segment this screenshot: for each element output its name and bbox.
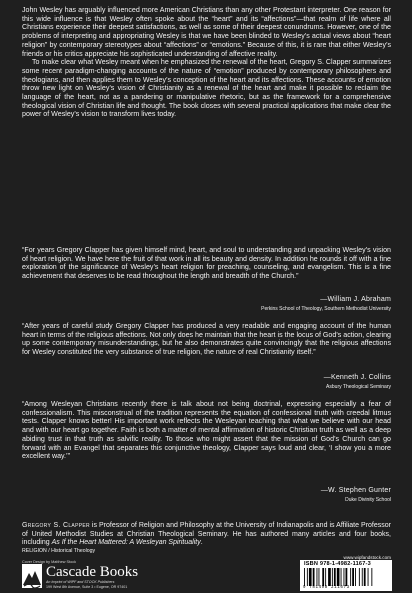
isbn-label: ISBN 978-1-4982-1167-3 [304,561,371,567]
barcode-bar [359,568,360,586]
description-paragraph-1: John Wesley has arguably influenced more American Christians than any other Protestant interpreter. One reason for this wide influence is that Wesley often spoke about the “heart” and its “affections”—that realm of life where all Christians experience their deepest satisfactions, as well as some of their deepest conundrums. However, one of the problems of interpreting and appropriating Wesley is that we have been blinded to Wesley’s actual views about “heart religion” by contemporary stereotypes about “affections” or “emotions.” Because of this, it is rare that either Wesley’s friends or his critics appreciate his sophisticated understanding of affective reality. [22,6,391,58]
barcode-block [300,560,392,591]
endorsement-1-text: “For years Gregory Clapper has given himself mind, heart, and soul to understanding and unpacking Wesley’s vision of heart religion. We have here the fruit of that work in all its beauty and density. In addition he rounds it off with a fine exploration of the significance of Wesley’s heart religion for preaching, counseling, and evangelism. This is a fine achievement that deserves to be read throughout the length and breadth of the Church.” [22,246,391,281]
endorsement-1-name: —William J. Abraham [320,296,391,303]
author-bio [22,522,391,548]
barcode-bar [332,568,333,586]
barcode-bar [325,568,326,586]
barcode-digits: 9 781498 211673 [303,586,350,590]
barcode-bar [307,568,308,586]
publisher-logo [22,564,182,590]
barcode-bar [368,568,369,586]
barcode-bar [337,568,340,586]
author-previous-book: As If the Heart Mattered: A Wesleyan Spirituality [51,539,201,547]
barcode-bar [352,568,354,586]
publisher-name: Cascade Books [46,564,139,580]
mountain-stream-icon [22,564,42,588]
barcode-bar [362,568,363,586]
endorsement-3-institution: Duke Divinity School [345,497,391,503]
barcode-bar [317,568,318,586]
author-bio-text: is Professor of Religion and Philosophy at the University of Indianapolis and is Affiliate Professor of United Methodist Studies at Christian Theological Seminary. He has authored many articles and four books, including [22,522,391,547]
barcode-bar [364,568,366,586]
barcode-bar [355,568,356,586]
endorsement-2-name: —Kenneth J. Collins [323,374,391,381]
publisher-website: www.wipfandstock.com [343,555,391,560]
barcode-icon [304,568,388,586]
author-name: Gregory S. Clapper [22,522,90,529]
author-bio-end: . [200,539,203,547]
description-paragraph-2: To make clear what Wesley meant when he emphasized the renewal of the heart, Gregory S. Clapper summarizes some recent paradigm-changing accounts of the nature of “emotion” produced by contemporary philosophers and theologians, and then applies them to Wesley’s conception of the heart and its affections. These accounts of emotion throw new light on Wesley’s vision of Christianity as a renewal of the heart and make it possible to reclaim the language of the heart, not as a pandering or manipulative rhetoric, but as the framework for a comprehensive theological vision of Christian life and thought. The book closes with several practical applications that make clear the power of Wesley’s vision to transform lives today. [22,58,391,119]
barcode-bar [346,568,348,586]
barcode-bar [350,568,351,586]
barcode-bar [309,568,312,586]
endorsement-2-text: “After years of careful study Gregory Clapper has produced a very readable and engaging account of the human heart in terms of the religious affections. Not only does he maintain that the heart is the locus of God’s action, clearing up some contemporary misunderstandings, but he also demonstrates quite convincingly that the religious affections for Wesley constituted the very substance of true religion, the nature of real Christianity itself.” [22,322,391,357]
endorsement-3-name: —W. Stephen Gunter [320,487,391,494]
cover-design-credit: Cover Design by Matthew Stock [22,560,77,564]
subject-category: RELIGION / Historical Theology [22,548,96,554]
barcode-bar [344,568,345,586]
barcode-bar [322,568,324,586]
barcode-bar [328,568,331,586]
barcode-bar [341,568,342,586]
endorsement-2-institution: Asbury Theological Seminary [326,384,391,390]
publisher-address: 199 West 8th Avenue, Suite 3 • Eugene, OR 97401 [46,585,128,589]
publisher-tagline: An Imprint of WIPF and STOCK Publishers [46,580,115,584]
barcode-bar [304,568,305,586]
book-description [22,6,391,119]
barcode-bar [313,568,315,586]
barcode-bar [334,568,336,586]
barcode-bar [319,568,320,586]
endorsement-1-institution: Perkins School of Theology, Southern Methodist University [261,306,391,312]
barcode-bar [371,568,372,586]
endorsement-3-text: “Among Wesleyan Christians recently there is talk about not being doctrinal, expressing especially a fear of confessionalism. This misconstrual of the tradition represents the equation of confessional truth with creedal litmus tests. Clapper knows better! His important work reflects the Wesleyan teaching that what we believe with our head and with our heart go together. Faith is both a matter of mental affirmation of historic Christian truth as well as a deep abiding trust in that truth as salvific reality. To those who might assert that the mission of God’s Church can go forward with an Evangel that separates this conjunctive theology, Clapper says loud and clear, ‘I show you a more excellent way.’” [22,400,391,461]
